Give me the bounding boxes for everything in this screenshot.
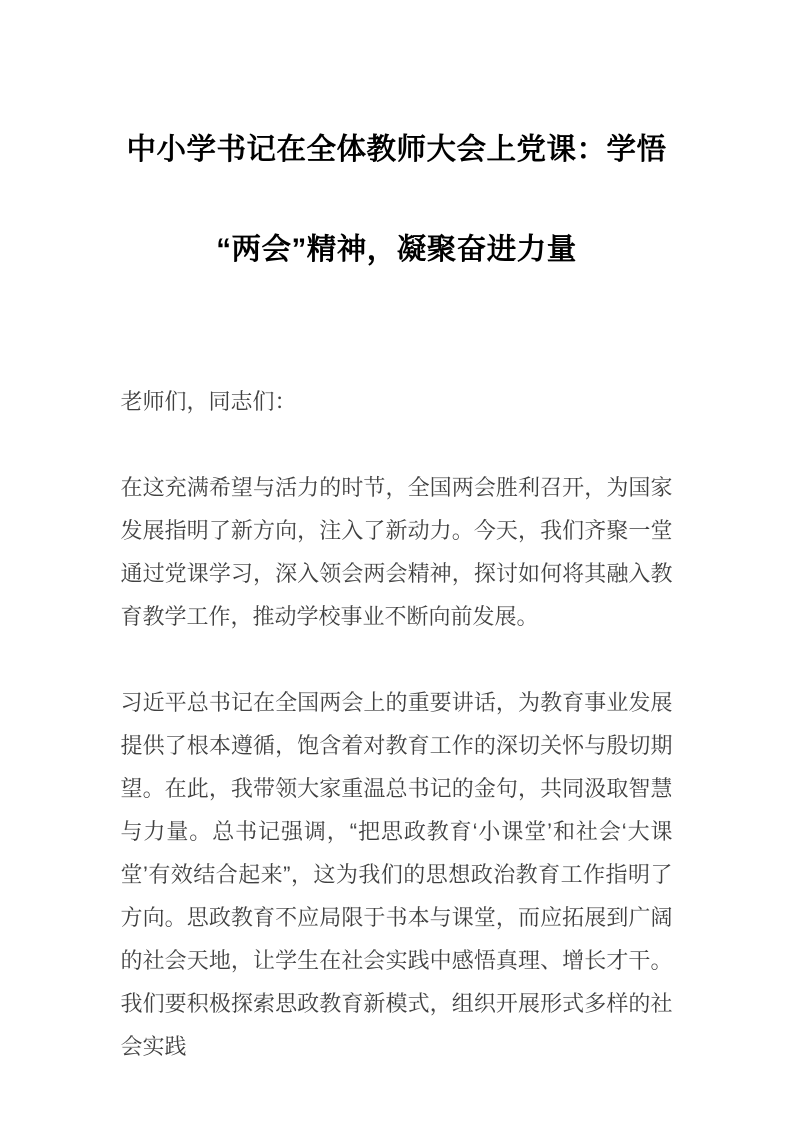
title-line-1: 中小学书记在全体教师大会上党课：学悟 [126,133,667,166]
document-content [121,0,673,1068]
body-paragraph-2: 习近平总书记在全国两会上的重要讲话，为教育事业发展提供了根本遵循，饱含着对教育工作的深切关怀与殷切期望。在此，我带领大家重温总书记的金句，共同汲取智慧与力量。总书记强调，“把思政教育‘小课堂’和社会‘大课堂’有效结合起来”，这为我们的思想政治教育工作指明了方向。思政教育不应局限于书本与课堂，而应拓展到广阔的社会天地，让学生在社会实践中感悟真理、增长才干。我们要积极探索思政教育新模式，组织开展形式多样的社会实践 [120,690,673,1059]
document-body [121,380,673,1068]
document-title [121,100,673,300]
greeting-line: 老师们，同志们： [120,389,297,414]
title-line-2: “两会”精神，凝聚奋进力量 [216,233,577,266]
body-paragraph-1: 在这充满希望与活力的时节，全国两会胜利召开，为国家发展指明了新方向，注入了新动力。今天，我们齐聚一堂通过党课学习，深入领会两会精神，探讨如何将其融入教育教学工作，推动学校事业不断向前发展。 [120,475,673,629]
